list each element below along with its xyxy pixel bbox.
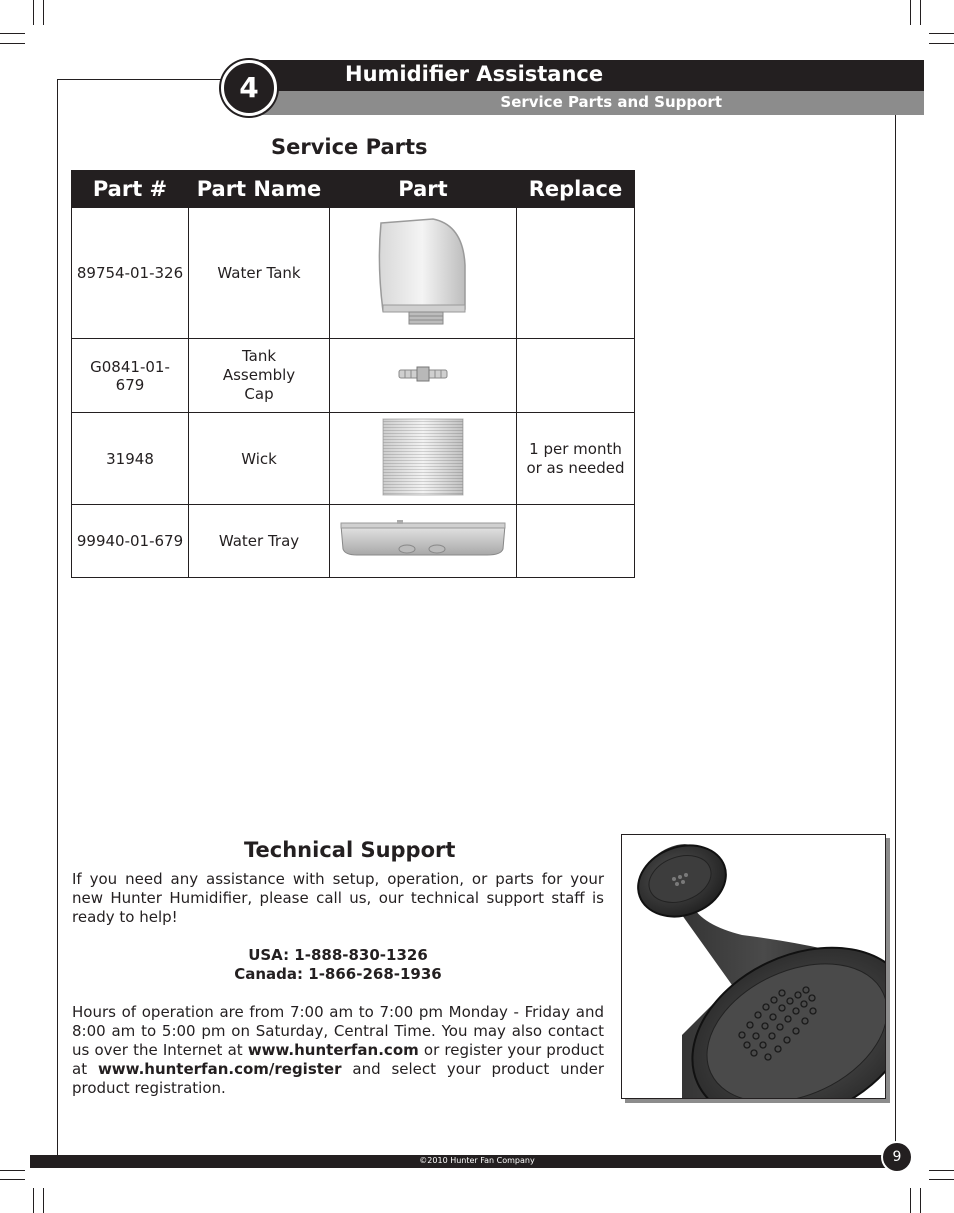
part-number-cell: 31948 [72,413,189,505]
page-number: 9 [881,1141,913,1173]
part-number-cell: G0841-01-679 [72,339,189,413]
technical-support-text [72,870,604,1098]
part-number-cell: 99940-01-679 [72,505,189,578]
replace-text: 1 per month or as needed [526,439,625,477]
header-subtitle: Service Parts and Support [500,93,722,111]
part-name-cell: Water Tank [189,208,330,339]
support-intro: If you need any assistance with setup, operation, or parts for your new Hunter Humidifier, please call us, our technical support staff is ready to help! [72,870,604,926]
frame-left [57,79,58,1155]
part-image-cell [330,413,517,505]
usa-phone: USA: 1-888-830-1326 [248,946,428,964]
register-text: or register your product at [72,1041,604,1078]
column-header-part-number: Part # [72,171,189,208]
part-image-cell [330,208,517,339]
tank-cap-image [397,366,449,382]
column-header-replace: Replace [517,171,635,208]
table-row [72,505,635,578]
table-header-row [72,171,635,208]
part-name-cell [189,339,330,413]
register-link[interactable]: www.hunterfan.com/register [97,1060,342,1078]
column-header-part-name: Part Name [189,171,330,208]
website-link[interactable]: www.hunterfan.com [247,1041,419,1059]
table-row [72,339,635,413]
frame-right [895,115,896,1145]
water-tray-image [337,519,509,559]
part-name-cell: Water Tray [189,505,330,578]
replace-cell [517,505,635,578]
service-parts-title: Service Parts [271,135,428,159]
part-name-cell: Wick [189,413,330,505]
part-image-cell [330,505,517,578]
footer-copyright: ©2010 Hunter Fan Company [419,1156,535,1165]
part-number-cell: 89754-01-326 [72,208,189,339]
canada-phone: Canada: 1-866-268-1936 [234,965,442,983]
part-name-text: Tank Assembly Cap [222,347,296,403]
replace-cell [517,339,635,413]
replace-cell [517,413,635,505]
support-hours [72,1003,604,1098]
table-row [72,413,635,505]
wick-image [381,417,465,497]
step-number-badge: 4 [221,60,277,116]
technical-support-title: Technical Support [244,838,456,862]
hours-text: Hours of operation are from 7:00 am to 7:00 pm Monday - Friday and 8:00 am to 5:00 pm on Saturday, Central Time. You may also contact us over the Internet at [72,1003,604,1059]
header-title: Humidifier Assistance [345,62,604,86]
selection-text: and select your product under product registration. [72,1060,605,1097]
telephone-handset-image [621,834,886,1099]
water-tank-image [373,215,473,327]
service-parts-table [71,170,635,578]
replace-cell [517,208,635,339]
table-row [72,208,635,339]
column-header-part: Part [330,171,517,208]
part-image-cell [330,339,517,413]
